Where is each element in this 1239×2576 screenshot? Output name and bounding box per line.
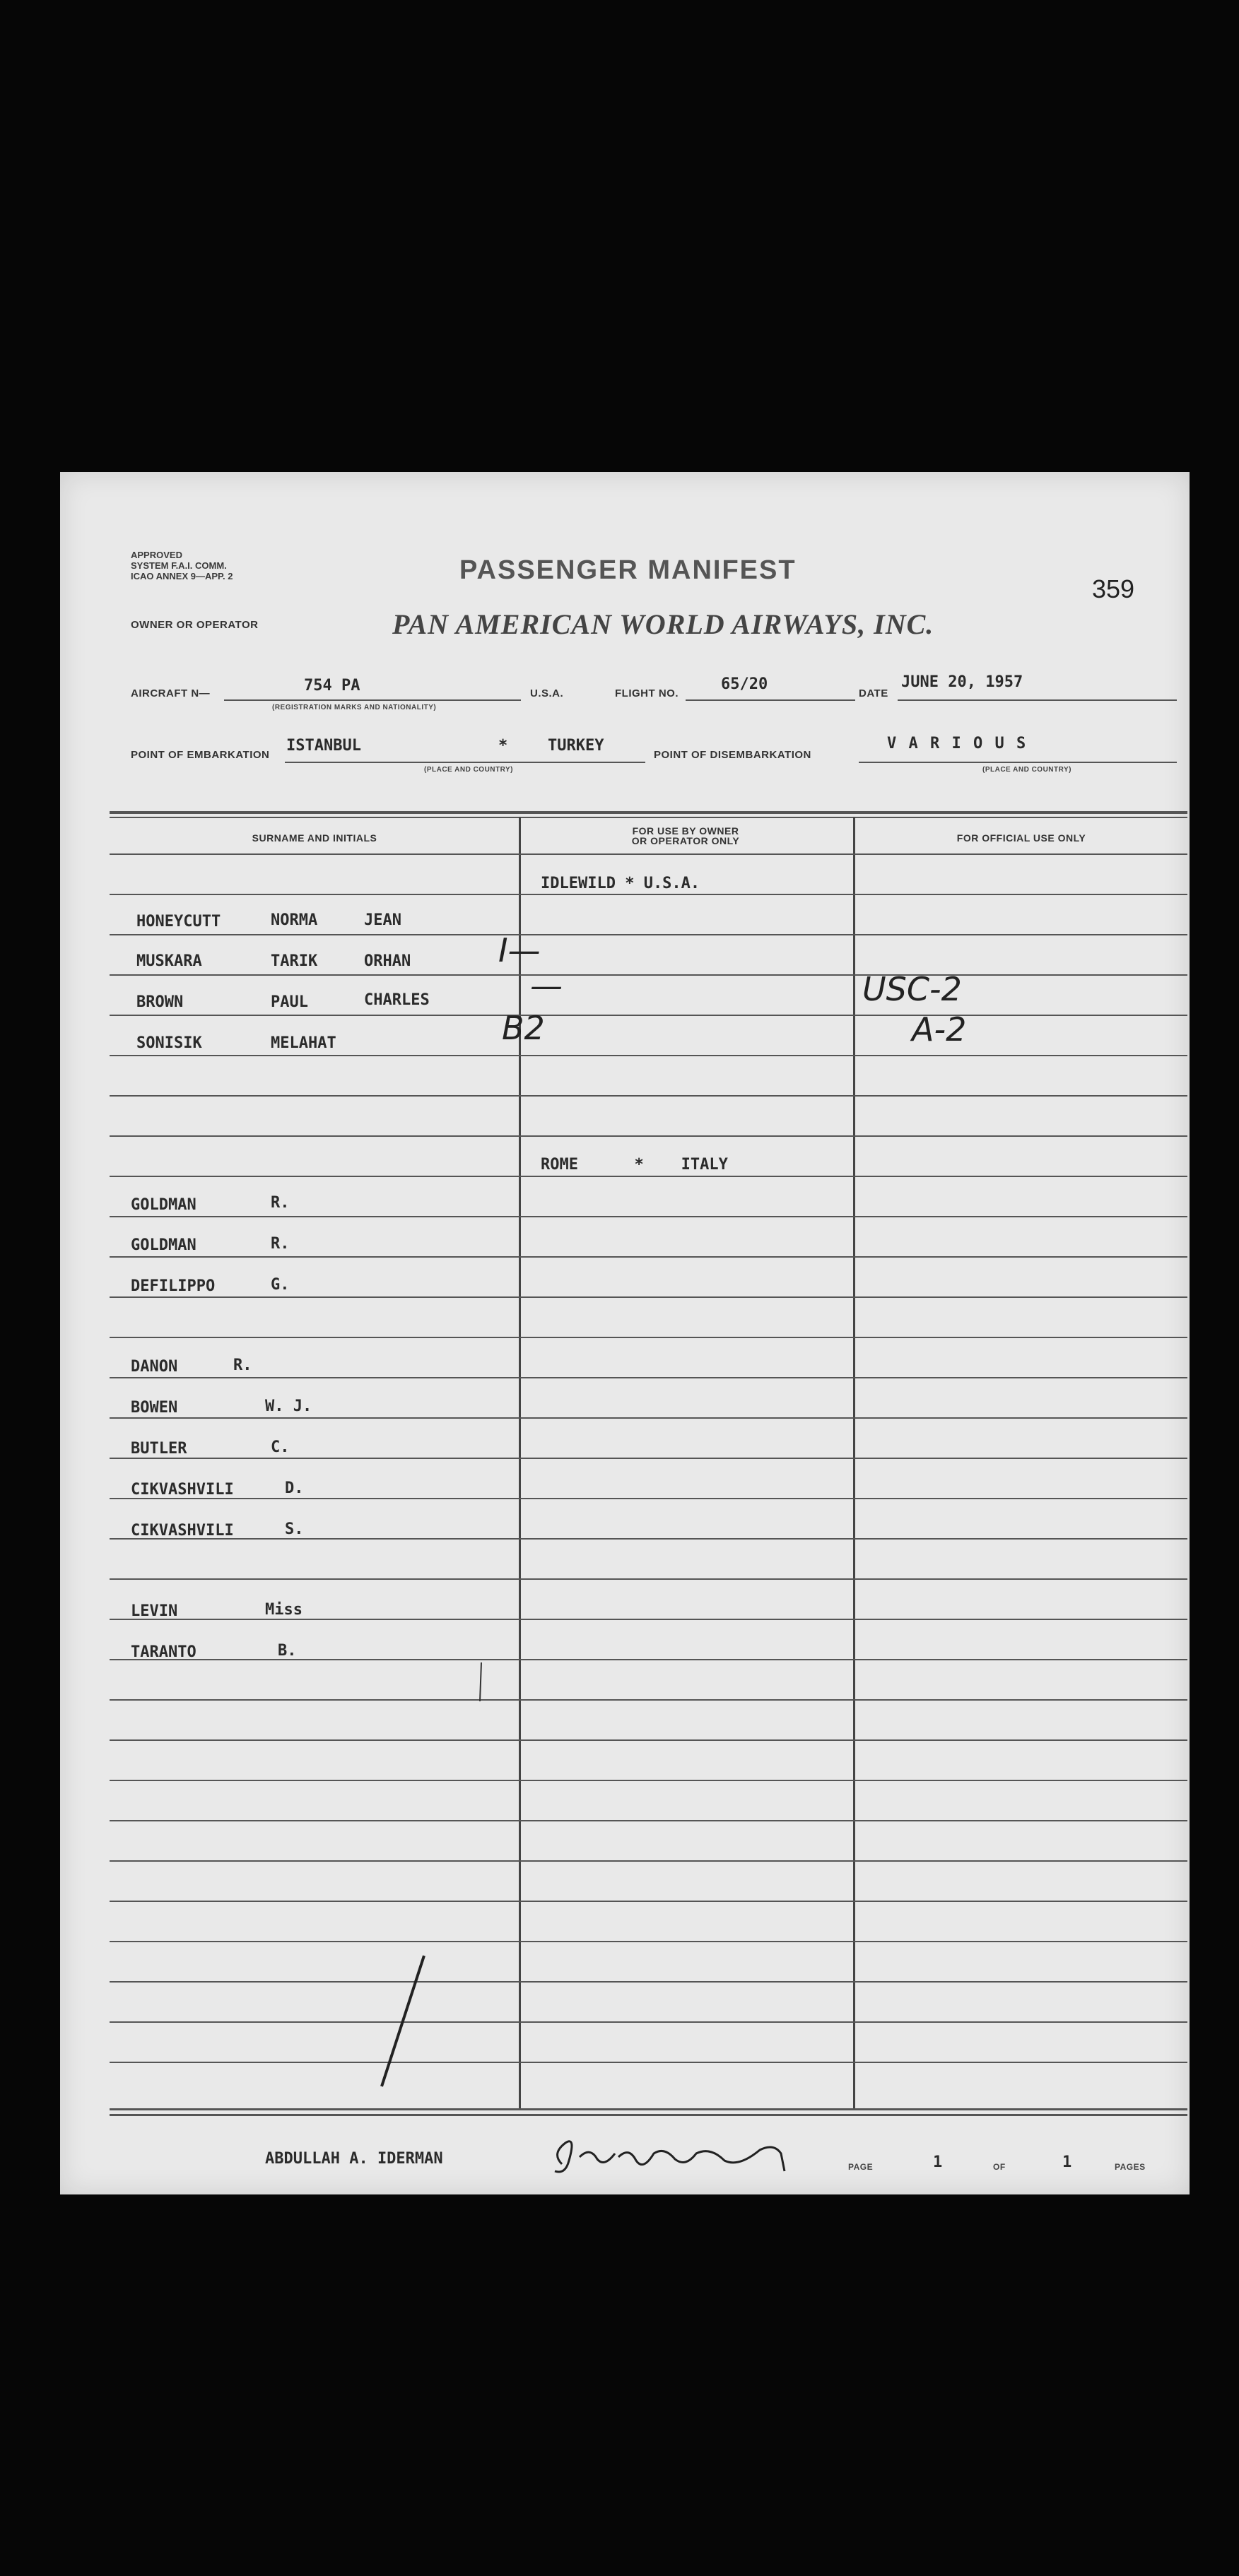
passenger-middle-name: JEAN [364,911,401,929]
passenger-surname: BOWEN [131,1399,178,1417]
passenger-initials: B. [278,1642,297,1660]
signer-name: ABDULLAH A. IDERMAN [265,2150,443,2168]
manifest-page [60,472,1190,2194]
passenger-initials: R. [233,1357,252,1374]
passenger-initials: Miss [265,1601,303,1619]
page-value: 1 [933,2153,943,2171]
passenger-given-name: TARIK [271,952,318,970]
passenger-initials: R. [271,1235,290,1253]
embarkation-place-note: (PLACE AND COUNTRY) [424,766,513,774]
column-header-owner-1: FOR USE BY OWNER [632,825,739,837]
passenger-surname: CIKVASHVILI [131,1481,234,1499]
handwritten-mark: B2 [502,1009,545,1047]
passenger-given-name: PAUL [271,993,308,1011]
aircraft-label: AIRCRAFT N— [131,687,211,699]
of-label: OF [993,2162,1006,2172]
usa-label: U.S.A. [530,687,564,699]
disembarkation-place-note: (PLACE AND COUNTRY) [982,766,1071,774]
date-label: DATE [859,687,888,699]
passenger-surname: MUSKARA [136,952,202,970]
passenger-surname: SONISIK [136,1034,202,1052]
embarkation-country: TURKEY [548,737,604,755]
passenger-surname: TARANTO [131,1643,196,1661]
pen-stroke-long [382,1956,424,2086]
passenger-surname: DANON [131,1358,178,1376]
official-annotation: USC-2 [862,970,962,1008]
passenger-middle-name: ORHAN [364,952,411,970]
passenger-initials: W. J. [265,1398,312,1415]
flight-label: FLIGHT NO. [615,687,679,699]
official-annotation: A-2 [912,1010,967,1048]
column-header-owner-2: OR OPERATOR ONLY [631,835,740,846]
approval-line-1: APPROVED [131,550,182,560]
flight-value: 65/20 [721,675,768,693]
embarkation-city: ISTANBUL [286,737,361,755]
page-title: PASSENGER MANIFEST [459,555,797,585]
embarkation-separator: * [498,737,508,755]
group-destination-idlewild: IDLEWILD * U.S.A. [541,875,700,892]
disembarkation-label: POINT OF DISEMBARKATION [654,749,811,761]
page-number: 359 [1092,574,1135,603]
group-destination-rome: ROME * ITALY [541,1156,728,1174]
passenger-given-name: MELAHAT [271,1034,336,1052]
embarkation-label: POINT OF EMBARKATION [131,749,270,761]
column-header-surname: SURNAME AND INITIALS [252,832,377,844]
pen-strokes [60,472,1190,2194]
passenger-surname: BUTLER [131,1440,187,1458]
aircraft-value: 754 PA [304,677,360,695]
registration-note: (REGISTRATION MARKS AND NATIONALITY) [272,704,437,711]
approval-line-3: ICAO ANNEX 9—APP. 2 [131,571,233,581]
passenger-initials: R. [271,1194,290,1212]
disembarkation-value: V A R I O U S [887,735,1028,752]
approval-line-2: SYSTEM F.A.I. COMM. [131,560,227,571]
passenger-surname: HONEYCUTT [136,913,221,930]
passenger-surname: DEFILIPPO [131,1277,216,1295]
of-value: 1 [1062,2153,1072,2171]
passenger-surname: CIKVASHVILI [131,1522,234,1540]
passenger-initials: S. [285,1520,304,1538]
date-value: JUNE 20, 1957 [901,673,1023,691]
passenger-surname: GOLDMAN [131,1236,196,1254]
signature-icon [548,2132,809,2182]
passenger-initials: G. [271,1276,290,1294]
passenger-surname: LEVIN [131,1602,178,1620]
pages-label: PAGES [1115,2162,1146,2172]
handwritten-mark: — [530,967,563,1005]
page-label: PAGE [848,2162,874,2172]
owner-value: PAN AMERICAN WORLD AIRWAYS, INC. [392,608,934,640]
passenger-initials: C. [271,1438,290,1456]
column-header-official: FOR OFFICIAL USE ONLY [956,832,1086,844]
signature-text: Iderman [548,2132,551,2133]
passenger-given-name: NORMA [271,911,318,929]
passenger-surname: BROWN [136,993,184,1011]
pen-stroke-short [480,1662,481,1701]
passenger-surname: GOLDMAN [131,1196,196,1214]
owner-label: OWNER OR OPERATOR [131,619,259,631]
passenger-initials: D. [285,1479,304,1497]
handwritten-mark: I— [498,931,541,969]
passenger-middle-name: CHARLES [364,991,430,1009]
